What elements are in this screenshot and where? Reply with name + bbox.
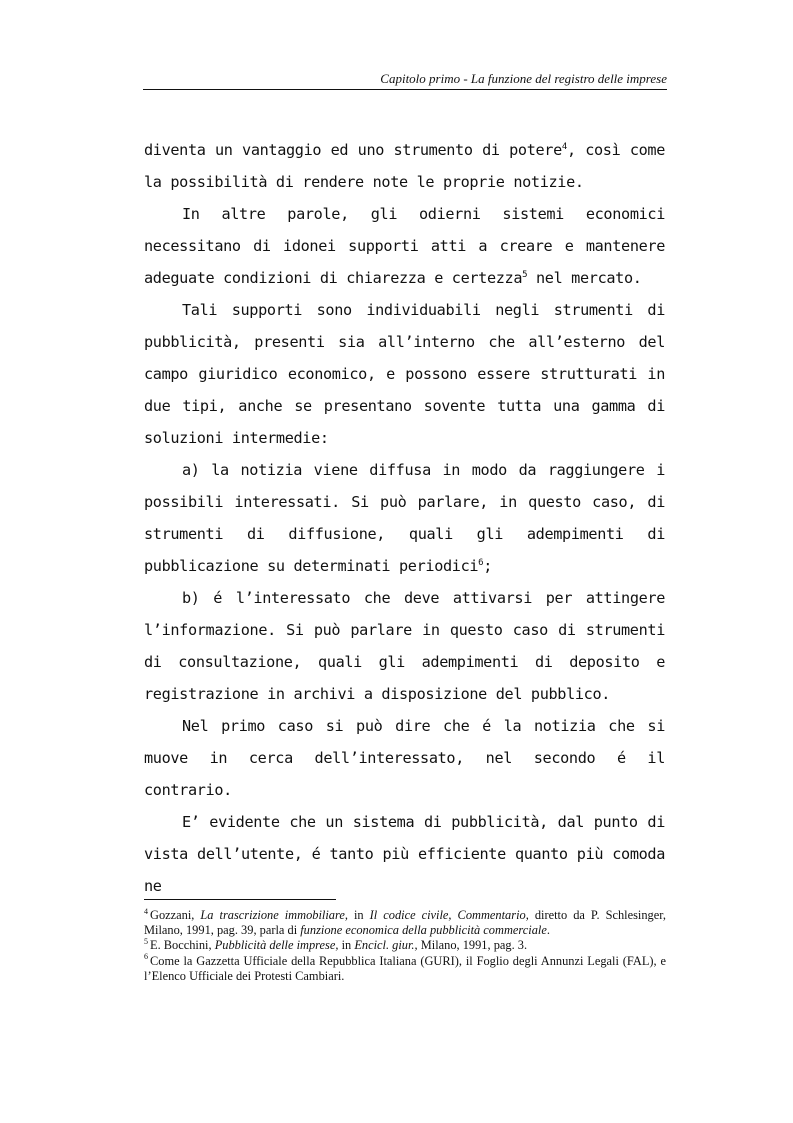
main-text — [144, 134, 665, 902]
footnote-ref-4[interactable]: 4 — [561, 141, 567, 152]
footnote-text: in — [347, 908, 370, 922]
paragraph-3: Tali supporti sono individuabili negli strumenti di pubblicità, presenti sia all’interno che all’esterno del campo giuridico economico, e possono essere strutturati in due tipi, anche se presentano sovente tutta una gamma di soluzioni intermedie: — [144, 301, 665, 447]
paragraph-7: E’ evidente che un sistema di pubblicità, dal punto di vista dell’utente, é tanto più efficiente quanto più comoda ne — [144, 813, 665, 895]
running-header: Capitolo primo - La funzione del registro delle imprese — [380, 71, 667, 86]
paragraph-2-text-after: nel mercato. — [527, 269, 642, 287]
footnote-text: Gozzani, — [150, 908, 201, 922]
footnote-ref-5[interactable]: 5 — [522, 269, 528, 280]
footnote-text: . — [546, 923, 550, 938]
footnote-italic: Pubblicità delle imprese, — [214, 938, 339, 953]
footnote-ref-6[interactable]: 6 — [478, 557, 484, 568]
footnote-text: Come la Gazzetta Ufficiale della Repubblica Italiana (GURI), il Foglio degli Annunzi Legali (FAL), e l’Elenco Ufficiale dei Protesti Cambiari. — [144, 953, 666, 983]
footnote-italic: funzione economica della pubblicità commerciale — [300, 923, 547, 938]
footnote-5 — [144, 938, 666, 953]
paragraph-5: b) é l’interessato che deve attivarsi per attingere l’informazione. Si può parlare in questo caso di strumenti di consultazione, quali gli adempimenti di deposito e registrazione in archivi a disposizione del pubblico. — [144, 589, 665, 703]
footnote-marker: 6 — [144, 952, 148, 962]
footnote-italic: La trascrizione immobiliare, — [200, 908, 348, 922]
footnote-6 — [144, 954, 666, 984]
footnote-marker: 4 — [144, 906, 148, 916]
footnote-text: diretto da P. Schlesinger, Milano, 1991, pag. 39, parla di — [144, 908, 666, 938]
footnote-text: Milano, 1991, pag. 3. — [417, 938, 528, 953]
footnote-rule — [144, 899, 336, 900]
paragraph-2-text: In altre parole, gli odierni sistemi economici necessitano di idonei supporti atti a creare e mantenere adeguate condizioni di chiarezza e certezza — [144, 205, 665, 287]
footnotes — [144, 908, 666, 984]
paragraph-4 — [144, 454, 665, 582]
paragraph-4-text: a) la notizia viene diffusa in modo da raggiungere i possibili interessati. Si può parlare, in questo caso, di strumenti di diffusione, quali gli adempimenti di pubblicazione su determinati periodici — [144, 461, 665, 575]
footnote-italic: Il codice civile, Commentario, — [369, 908, 529, 922]
paragraph-1-text: diventa un vantaggio ed uno strumento di potere — [144, 141, 562, 159]
paragraph-2 — [144, 198, 665, 294]
paragraph-4-text-after: ; — [483, 557, 493, 575]
footnote-italic: Encicl. giur., — [354, 938, 418, 953]
footnote-4 — [144, 908, 666, 938]
footnote-marker: 5 — [144, 937, 148, 947]
footnote-text: in — [338, 938, 355, 953]
header-rule — [143, 89, 667, 90]
paragraph-1 — [144, 134, 665, 198]
footnote-text: E. Bocchini, — [150, 938, 215, 953]
paragraph-1-text-after: , così come la possibilità di rendere note le proprie notizie. — [144, 141, 665, 191]
paragraph-6: Nel primo caso si può dire che é la notizia che si muove in cerca dell’interessato, nel secondo é il contrario. — [144, 717, 665, 799]
